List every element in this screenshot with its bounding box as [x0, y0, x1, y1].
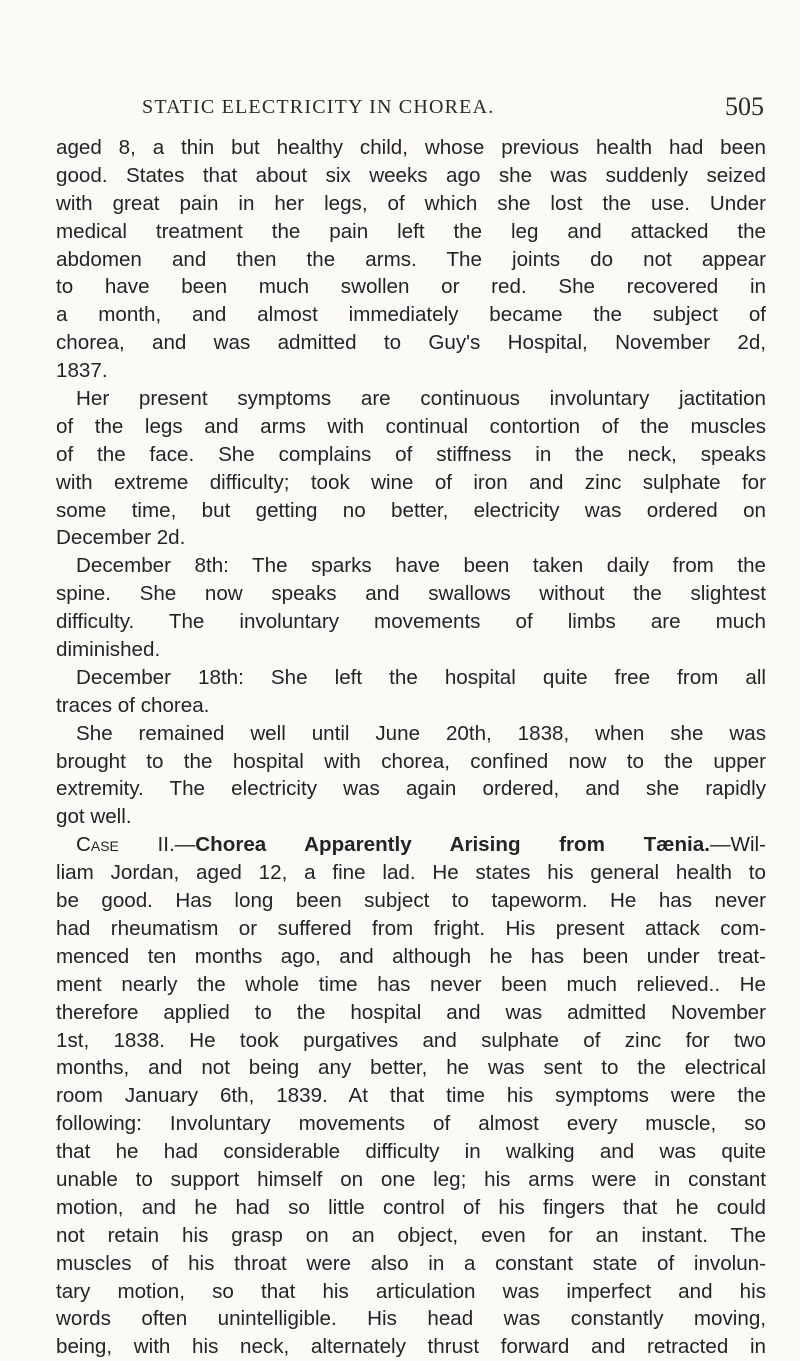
text-line: spine. She now speaks and swallows without the slightest — [56, 582, 766, 606]
text-line: unable to support himself on one leg; his arms were in constant — [56, 1167, 766, 1191]
text-line: traces of chorea. — [56, 693, 210, 717]
text-line: following: Involuntary movements of almost every muscle, so — [56, 1112, 766, 1136]
text-line: with extreme difficulty; took wine of iron and zinc sulphate for — [56, 470, 766, 494]
text-line: being, with his neck, alternately thrust forward and retracted in — [56, 1335, 766, 1359]
text-line: extremity. The electricity was again ordered, and she rapidly — [56, 777, 766, 801]
text-line: abdomen and then the arms. The joints do not appear — [56, 247, 766, 271]
body-text — [56, 134, 766, 1359]
case-title: Chorea Apparently Arising from Tænia. — [195, 833, 710, 857]
text-line: that he had considerable difficulty in walking and was quite — [56, 1140, 766, 1164]
text-line: aged 8, a thin but healthy child, whose previous health had been — [56, 136, 766, 159]
case-label: Case II. — [76, 833, 175, 857]
case-dash: — — [709, 833, 731, 857]
case-continuation: Wil- — [730, 833, 766, 857]
case-dash: — — [174, 833, 196, 857]
text-line: got well. — [56, 805, 132, 829]
text-line: menced ten months ago, and although he has been under treat- — [56, 944, 766, 968]
text-line: December 8th: The sparks have been taken daily from the — [76, 554, 766, 578]
text-line: therefore applied to the hospital and was admitted November — [56, 1000, 766, 1024]
text-line: ment nearly the whole time has never been much relieved.. He — [56, 972, 766, 996]
text-line: muscles of his throat were also in a constant state of involun- — [56, 1251, 766, 1275]
text-line: medical treatment the pain left the leg and attacked the — [56, 219, 766, 243]
text-line: diminished. — [56, 638, 161, 662]
text-line: She remained well until June 20th, 1838, when she was — [76, 721, 766, 745]
text-line: 1837. — [56, 359, 108, 383]
text-line: brought to the hospital with chorea, confined now to the upper — [56, 749, 766, 773]
text-line: liam Jordan, aged 12, a fine lad. He states his general health to — [56, 861, 766, 885]
text-line: good. States that about six weeks ago she was suddenly seized — [56, 163, 766, 187]
text-line: December 18th: She left the hospital quite free from all — [76, 665, 766, 689]
text-line: words often unintelligible. His head was constantly moving, — [56, 1307, 766, 1331]
text-line: be good. Has long been subject to tapeworm. He has never — [56, 889, 766, 913]
text-line: room January 6th, 1839. At that time his symptoms were the — [56, 1084, 766, 1108]
text-line: December 2d. — [56, 526, 186, 550]
page-header — [142, 92, 782, 132]
running-title: STATIC ELECTRICITY IN CHOREA. — [142, 96, 495, 118]
text-line: difficulty. The involuntary movements of limbs are much — [56, 610, 766, 634]
text-line: to have been much swollen or red. She recovered in — [56, 275, 766, 299]
text-line: some time, but getting no better, electricity was ordered on — [56, 498, 766, 522]
text-line: had rheumatism or suffered from fright. His present attack com- — [56, 916, 766, 940]
text-line: a month, and almost immediately became the subject of — [56, 303, 766, 327]
text-line: with great pain in her legs, of which she lost the use. Under — [56, 191, 766, 215]
text-line: chorea, and was admitted to Guy's Hospital, November 2d, — [56, 331, 766, 355]
text-line: motion, and he had so little control of his fingers that he could — [56, 1195, 766, 1219]
text-line: tary motion, so that his articulation was imperfect and his — [56, 1279, 766, 1303]
page-number: 505 — [725, 92, 764, 121]
text-line: not retain his grasp on an object, even for an instant. The — [56, 1223, 766, 1247]
case-heading — [56, 831, 766, 859]
text-line: Her present symptoms are continuous involuntary jactitation — [76, 387, 766, 411]
text-line: months, and not being any better, he was sent to the electrical — [56, 1056, 766, 1080]
text-line: of the legs and arms with continual contortion of the muscles — [56, 414, 766, 438]
text-line: 1st, 1838. He took purgatives and sulphate of zinc for two — [56, 1028, 766, 1052]
text-line: of the face. She complains of stiffness in the neck, speaks — [56, 442, 766, 466]
